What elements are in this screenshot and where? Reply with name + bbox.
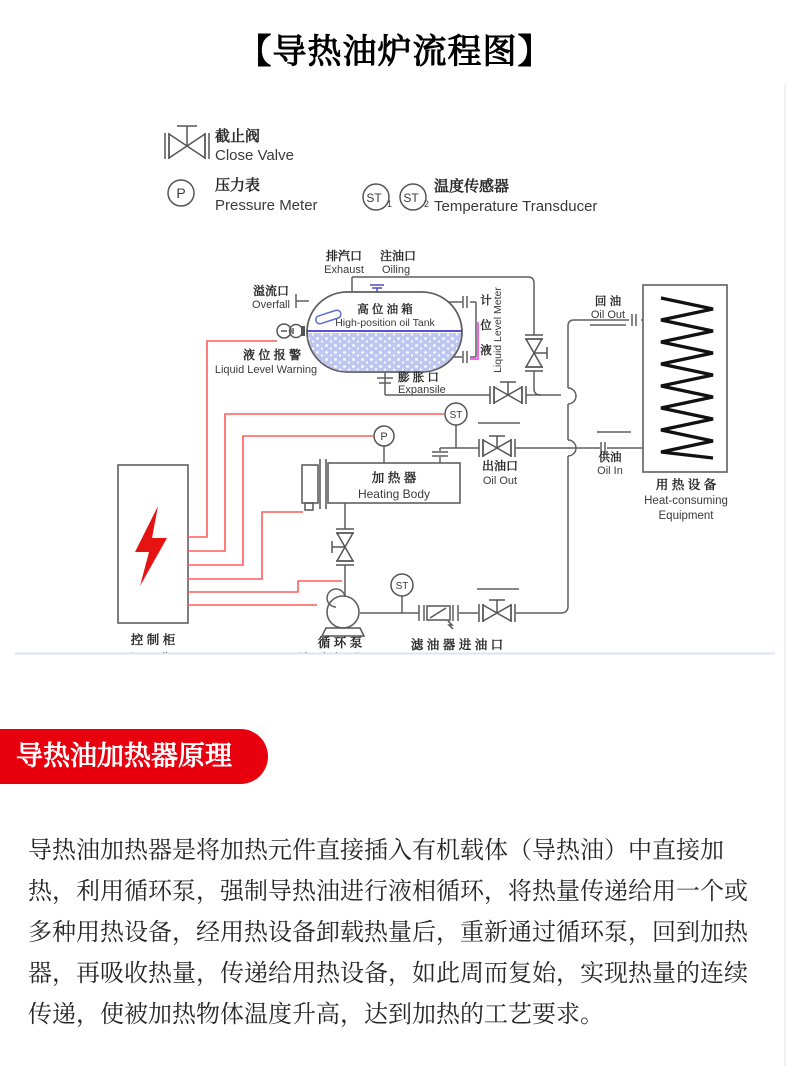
legend-pressure-en: Pressure Meter bbox=[215, 197, 318, 214]
label-oil-outlet-zh: 出油口 bbox=[481, 459, 519, 473]
label-warning-zh: 液 位 报 警 bbox=[242, 348, 302, 362]
lightning-icon bbox=[135, 506, 167, 586]
label-meter-zh-3: 液 bbox=[480, 345, 492, 357]
label-exhaust-en: Exhaust bbox=[324, 264, 364, 276]
legend-close-valve-icon bbox=[165, 126, 209, 159]
label-oiling-zh: 注油口 bbox=[379, 249, 417, 263]
level-warning-device-icon bbox=[277, 324, 305, 338]
label-filter-inlet-zh: 滤 油 器 进 油 口 bbox=[410, 638, 504, 652]
heater-drain-valve bbox=[332, 529, 354, 565]
label-return-zh: 回 油 bbox=[594, 296, 622, 308]
label-overfall-zh: 溢流口 bbox=[252, 284, 290, 298]
label-meter-en: Liquid Level Meter bbox=[492, 287, 504, 373]
label-heater-en: Heating Body bbox=[357, 487, 431, 501]
page-right-edge bbox=[784, 84, 786, 1066]
label-tank-en: High-position oil Tank bbox=[335, 317, 435, 329]
svg-text:P: P bbox=[176, 185, 186, 201]
svg-text:1: 1 bbox=[387, 199, 393, 209]
label-oiling-en: Oiling bbox=[381, 264, 411, 276]
svg-text:ST: ST bbox=[449, 410, 463, 421]
label-warning-en: Liquid Level Warning bbox=[214, 364, 318, 376]
label-tank-zh: 高 位 油 箱 bbox=[357, 304, 413, 316]
svg-text:ST: ST bbox=[366, 191, 382, 205]
legend-close-valve-en: Close Valve bbox=[215, 147, 294, 164]
oil-outlet-valve bbox=[479, 436, 515, 457]
svg-text:ST: ST bbox=[403, 191, 419, 205]
label-meter-zh-2: 位 bbox=[480, 320, 492, 332]
label-supply-zh: 供油 bbox=[598, 452, 622, 464]
legend-pressure-icon bbox=[168, 180, 194, 206]
svg-text:P: P bbox=[380, 431, 388, 443]
label-oil-outlet-en: Oil Out bbox=[482, 475, 518, 487]
label-cabinet-zh: 控 制 柜 bbox=[130, 633, 176, 647]
label-expansile-en: Expansile bbox=[398, 384, 446, 396]
level-meter-glass-line bbox=[470, 322, 478, 359]
heat-consuming-equipment bbox=[643, 285, 727, 472]
label-supply-en: Oil In bbox=[597, 465, 623, 477]
pressure-gauge-icon bbox=[374, 426, 394, 446]
control-cabinet bbox=[118, 465, 188, 623]
page-title: 【导热油炉流程图】 bbox=[237, 33, 553, 71]
label-heater-zh: 加 热 器 bbox=[371, 471, 417, 485]
circulating-pump-icon bbox=[322, 589, 364, 636]
temp-sensor-bottom-icon bbox=[391, 574, 413, 596]
label-overfall-en: Overfall bbox=[252, 299, 290, 311]
label-meter-zh-1: 计 bbox=[480, 295, 492, 307]
legend-close-valve-zh: 截止阀 bbox=[215, 128, 261, 145]
section-banner: 导热油加热器原理 bbox=[0, 729, 268, 784]
legend-temperature-en: Temperature Transducer bbox=[434, 198, 598, 215]
filling-line-valve bbox=[525, 335, 547, 371]
legend-pressure-zh: 压力表 bbox=[215, 177, 261, 194]
label-equipment-zh: 用 热 设 备 bbox=[655, 478, 717, 492]
label-return-en: Oil Out bbox=[590, 309, 626, 321]
oil-filter-icon bbox=[419, 605, 458, 629]
label-exhaust-zh: 排汽口 bbox=[325, 249, 363, 263]
legend-temperature-icon bbox=[363, 184, 429, 210]
oil-inlet-valve bbox=[479, 600, 515, 622]
heating-coil-icon bbox=[661, 298, 713, 458]
svg-text:ST: ST bbox=[395, 581, 409, 592]
svg-text:2: 2 bbox=[424, 199, 430, 209]
oiling-cap-icon bbox=[370, 285, 384, 292]
legend-temperature-zh: 温度传感器 bbox=[434, 178, 510, 195]
label-expansile-zh: 膨 胀 口 bbox=[398, 372, 439, 384]
diagram-crop-mask bbox=[0, 654, 790, 672]
label-equipment-en2: Equipment bbox=[658, 510, 714, 522]
temp-sensor-top-icon bbox=[445, 403, 467, 425]
principle-paragraph: 导热油加热器是将加热元件直接插入有机载体（导热油）中直接加热，利用循环泵，强制导热油进行液相循环，将热量传递给用一个或多种用热设备，经用热设备卸载热量后，重新通过循环泵，回到加热器，再吸收热量，传递给用热设备，如此周而复始，实现热量的连续传递，使被加热物体温度升高，达到加热的工艺要求。 bbox=[28, 837, 748, 1028]
label-pump-zh: 循 环 泵 bbox=[317, 636, 363, 650]
label-equipment-en1: Heat-consuming bbox=[644, 495, 728, 507]
expansion-line-valve bbox=[490, 382, 526, 404]
